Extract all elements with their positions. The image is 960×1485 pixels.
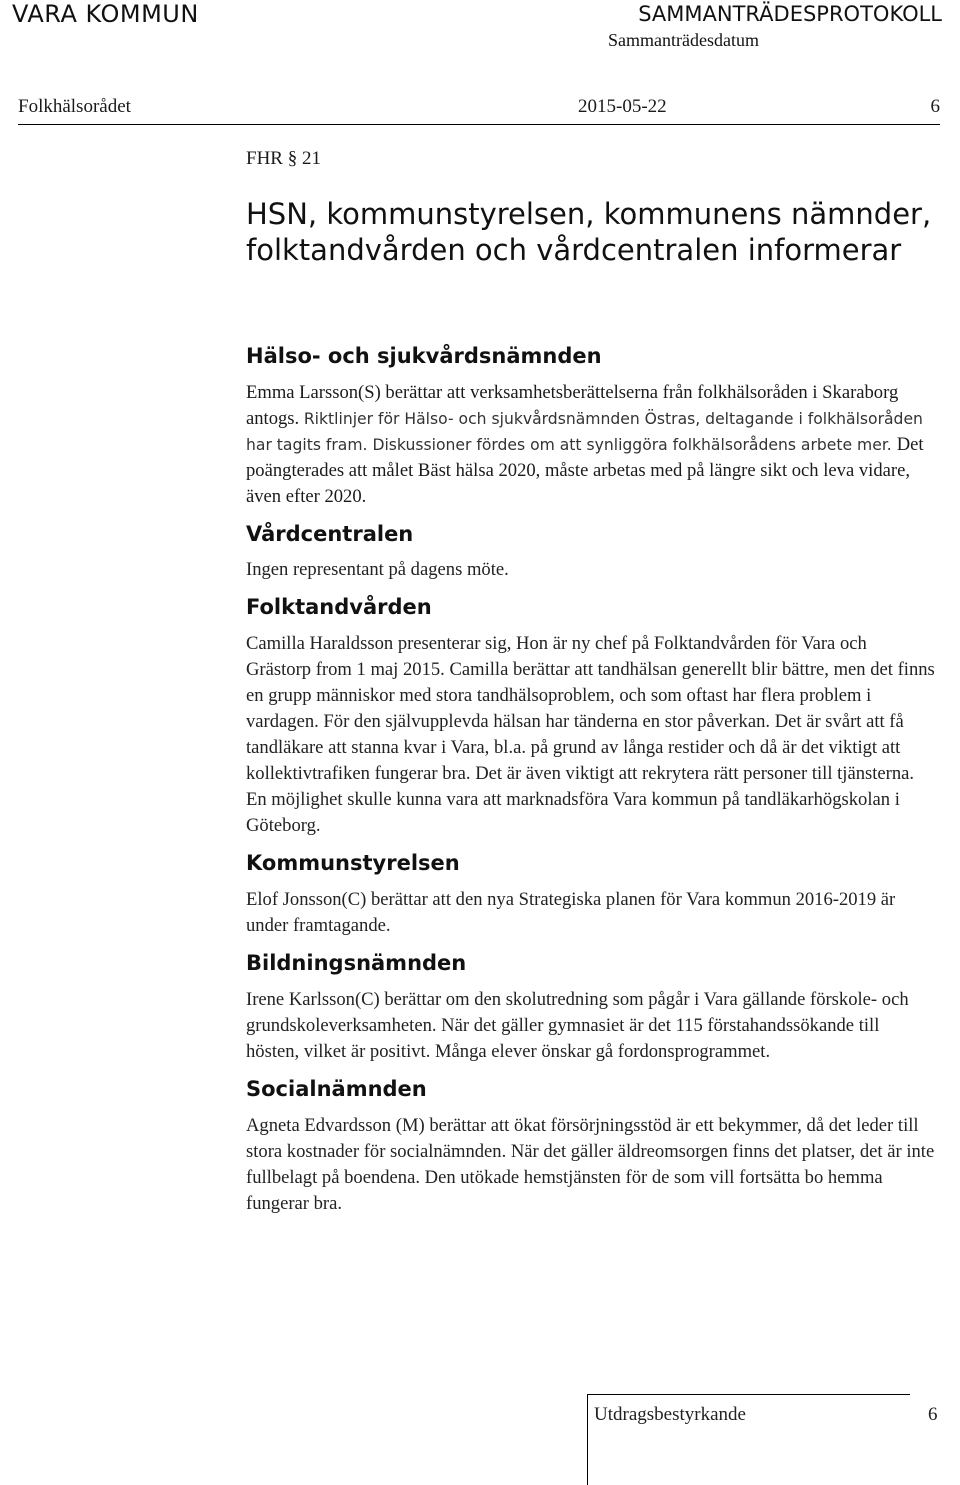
section-text-vardcentralen: Ingen representant på dagens möte. [246,559,509,580]
section-text-hsn [246,380,936,510]
page-number: 6 [930,96,940,117]
section-heading-hsn: Hälso- och sjukvårdsnämnden [246,344,602,368]
section-text-bildningsnamnden: Irene Karlsson(C) berättar om den skolutredning som pågår i Vara gällande förskole- och grundskoleverksamheten. När det gäller gymnasiet är det 115 förstahandssökande till hösten, vilket är positivt. Många elever önskar gå fordonsprogrammet. [246,989,909,1062]
hsn-text-part-3: Det poängterades att målet Bäst hälsa 2020, måste arbetas med på längre sikt och leva vidare, även efter 2020. [246,434,924,507]
footer-vertical-rule [587,1394,588,1485]
hsn-text-part-1: Emma Larsson(S) berättar att verksamhetsberättelserna från folkhälsoråden i Skaraborg antogs. [246,382,899,429]
paragraph-prefix: FHR [246,148,283,169]
section-heading-socialnamnden: Socialnämnden [246,1077,427,1101]
meeting-body: Folkhälsorådet [18,96,131,117]
document-subtype: Sammanträdesdatum [608,30,759,50]
hsn-text-part-2: Riktlinjer för Hälso- och sjukvårdsnämnden Östras, deltagande i folkhälsoråden har tagits fram. Diskussioner fördes om att synliggöra folkhälsorådens arbete mer. [246,410,923,454]
section-text-kommunstyrelsen: Elof Jonsson(C) berättar att den nya Strategiska planen för Vara kommun 2016-2019 är under framtagande. [246,889,896,936]
document-type: SAMMANTRÄDESPROTOKOLL [638,2,942,26]
section-text-folktandvarden: Camilla Haraldsson presenterar sig, Hon är ny chef på Folktandvården för Vara och Grästorp from 1 maj 2015. Camilla berättar att tandhälsan generellt blir bättre, men det finns en grupp människor med stora tandhälsoproblem, och som oftast har flera problem i vardagen. För den självupplevda hälsan har tänderna en stor påverkan. Det är svårt att få tandläkare att stanna kvar i Vara, bl.a. på grund av långa restider och då är det viktigt att kollektivtrafiken fungerar bra. Det är även viktigt att rekrytera rätt personer till tjänsterna. En möjlighet skulle kunna vara att marknadsföra Vara kommun på tandläkarhögskolan i Göteborg. [246,633,935,836]
footer-page-number: 6 [928,1404,938,1425]
footer-label: Utdragsbestyrkande [594,1404,746,1425]
header-divider [18,124,940,125]
section-heading-bildningsnamnden: Bildningsnämnden [246,951,467,975]
paragraph-number [246,148,321,170]
org-name: VARA KOMMUN [12,0,199,28]
footer-horizontal-rule [587,1394,910,1395]
section-symbol: § [287,148,298,169]
item-title: HSN, kommunstyrelsen, kommunens nämnder, folktandvården och vårdcentralen informerar [246,197,932,267]
section-heading-kommunstyrelsen: Kommunstyrelsen [246,851,460,875]
section-text-socialnamnden: Agneta Edvardsson (M) berättar att ökat försörjningsstöd är ett bekymmer, då det leder till stora kostnader för socialnämnden. När det gäller äldreomsorgen finns det platser, det är inte fullbelagt på boendena. Den utökade hemstjänsten för de som vill fortsätta bo hemma fungerar bra. [246,1115,935,1214]
section-heading-vardcentralen: Vårdcentralen [246,522,414,546]
item-content [246,342,936,1217]
section-heading-folktandvarden: Folktandvården [246,595,432,619]
paragraph-num: 21 [301,148,321,169]
meeting-date: 2015-05-22 [578,96,667,117]
